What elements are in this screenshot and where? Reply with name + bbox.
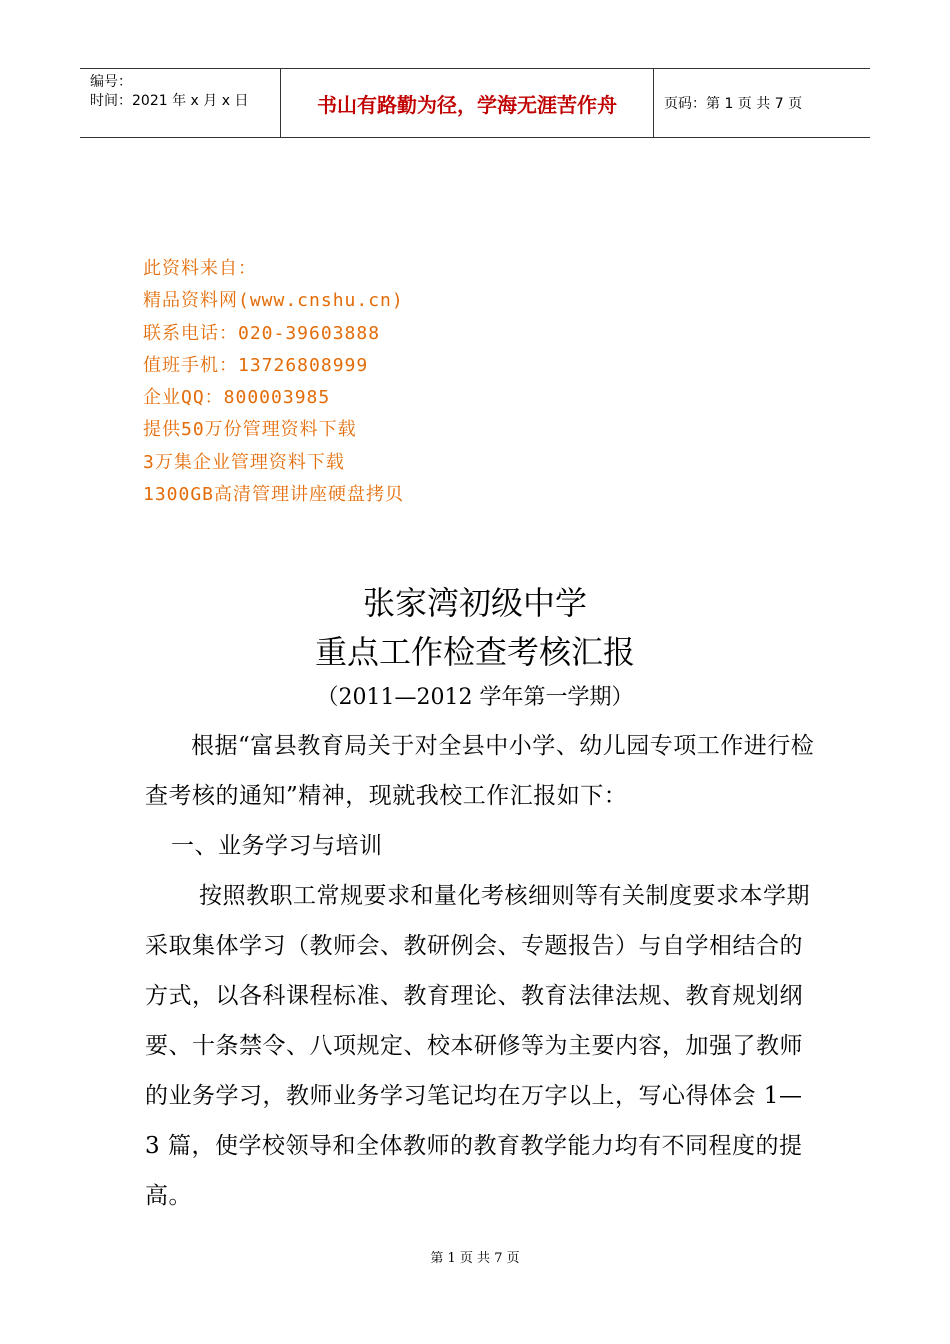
header-motto: 书山有路勤为径，学海无涯苦作舟 bbox=[281, 69, 654, 137]
section-heading: 一、业务学习与培训 bbox=[171, 833, 383, 859]
page-footer: 第 1 页 共 7 页 bbox=[430, 1251, 520, 1266]
source-line-website: 精品资料网(www.cnshu.cn) bbox=[143, 290, 404, 312]
time-label: 时间：2021 年 x 月 x 日 bbox=[90, 93, 249, 109]
document-subtitle: （2011—2012 学年第一学期） bbox=[316, 685, 634, 710]
section-paragraph: 按照教职工常规要求和量化考核细则等有关制度要求本学期采取集体学习（教师会、教研例会、专题报告）与自学相结合的方式，以各科课程标准、教育理论、教育法律法规、教育规划纲要、十条禁令、八项规定、校本研修等为主要内容，加强了教师的业务学习，教师业务学习笔记均在万字以上，写心得体会 1—3 篇，使学校领导和全体教师的教育教学能力均有不同程度的提高。 bbox=[145, 883, 810, 1209]
source-line: 提供50万份管理资料下载 bbox=[143, 419, 357, 441]
document-title-report: 重点工作检查考核汇报 bbox=[314, 633, 635, 671]
header-page-info: 页码：第 1 页 共 7 页 bbox=[664, 96, 803, 112]
source-line-qq: 企业QQ：800003985 bbox=[143, 387, 331, 409]
page-header bbox=[80, 68, 870, 138]
source-line-mobile: 值班手机：13726808999 bbox=[143, 354, 369, 376]
source-line: 此资料来自： bbox=[143, 258, 257, 279]
source-info-block bbox=[143, 253, 404, 511]
source-line: 3万集企业管理资料下载 bbox=[143, 451, 345, 473]
intro-paragraph: 根据“富县教育局关于对全县中小学、幼儿园专项工作进行检查考核的通知”精神，现就我校工作汇报如下： bbox=[145, 733, 815, 809]
source-line: 1300GB高清管理讲座硬盘拷贝 bbox=[143, 484, 405, 506]
header-meta bbox=[80, 69, 281, 137]
source-line-phone: 联系电话：020-39603888 bbox=[143, 322, 381, 344]
document-title-school: 张家湾初级中学 bbox=[362, 584, 587, 622]
number-label: 编号： bbox=[90, 74, 132, 90]
